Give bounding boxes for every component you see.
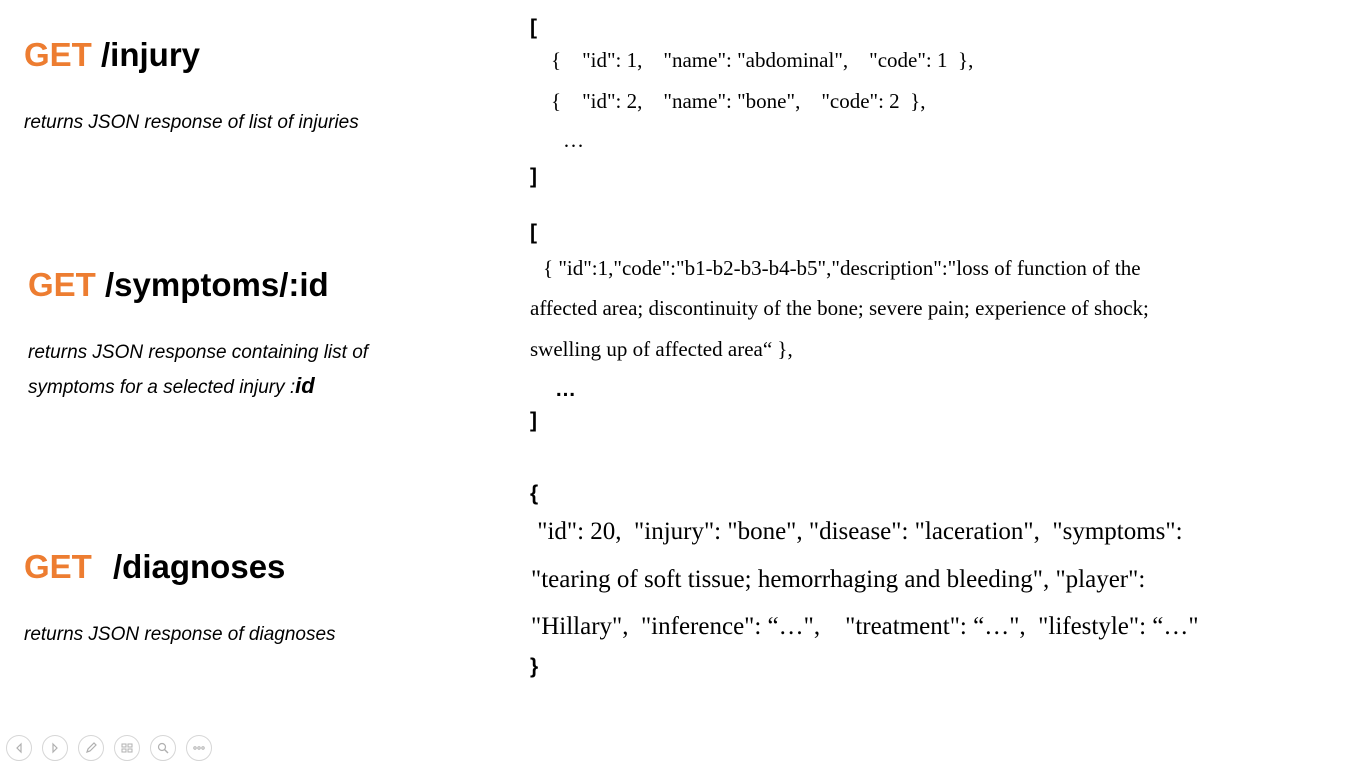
endpoint-heading-symptoms — [28, 268, 329, 301]
zoom-button[interactable] — [150, 735, 176, 761]
symptoms-response-open: [ — [530, 221, 537, 244]
injury-response-open: [ — [530, 16, 537, 39]
more-icon — [192, 741, 206, 755]
symptoms-response-line: swelling up of affected area“ }, — [530, 337, 793, 361]
see-all-slides-button[interactable] — [114, 735, 140, 761]
http-verb: GET — [24, 36, 92, 73]
previous-slide-button[interactable] — [6, 735, 32, 761]
injury-response-ellipsis: … — [563, 128, 587, 152]
endpoint-path: /symptoms/:id — [105, 266, 329, 303]
diagnoses-response-line: "tearing of soft tissue; hemorrhaging and bleeding", "player": — [531, 566, 1146, 593]
zoom-icon — [156, 741, 170, 755]
symptoms-response-line: { "id":1,"code":"b1-b2-b3-b4-b5","description":"loss of function of the — [543, 256, 1141, 280]
injury-response-line: { "id": 1, "name": "abdominal", "code": 1 }, — [551, 48, 974, 72]
endpoint-heading-diagnoses — [24, 550, 285, 583]
endpoint-path: /diagnoses — [113, 548, 286, 585]
description-param: id — [295, 373, 315, 398]
symptoms-response-close: ] — [530, 409, 537, 432]
previous-icon — [12, 741, 26, 755]
more-options-button[interactable] — [186, 735, 212, 761]
endpoint-description-diagnoses: returns JSON response of diagnoses — [24, 624, 336, 645]
injury-response-line: { "id": 2, "name": "bone", "code": 2 }, — [551, 89, 926, 113]
diagnoses-response-close: } — [530, 655, 539, 678]
description-line: returns JSON response containing list of — [28, 342, 369, 363]
diagnoses-response-line: "Hillary", "inference": “…", "treatment": “…", "lifestyle": “…" — [531, 613, 1199, 640]
next-icon — [48, 741, 62, 755]
diagnoses-response-open: { — [530, 482, 539, 505]
next-slide-button[interactable] — [42, 735, 68, 761]
symptoms-response-line: affected area; discontinuity of the bone; severe pain; experience of shock; — [530, 296, 1149, 320]
endpoint-path: /injury — [101, 36, 201, 73]
endpoint-description-injury: returns JSON response of list of injuries — [24, 112, 359, 133]
http-verb: GET — [24, 548, 92, 585]
symptoms-response-ellipsis: … — [555, 378, 580, 401]
endpoint-heading-injury — [24, 38, 200, 71]
slideshow-controls — [6, 735, 212, 761]
description-line: symptoms for a selected injury :id — [28, 373, 315, 398]
slides-grid-icon — [120, 741, 134, 755]
pen-icon — [84, 741, 98, 755]
injury-response-close: ] — [530, 165, 537, 188]
http-verb: GET — [28, 266, 96, 303]
endpoint-description-symptoms — [28, 336, 368, 404]
diagnoses-response-line: "id": 20, "injury": "bone", "disease": "laceration", "symptoms": — [531, 518, 1183, 545]
pen-button[interactable] — [78, 735, 104, 761]
